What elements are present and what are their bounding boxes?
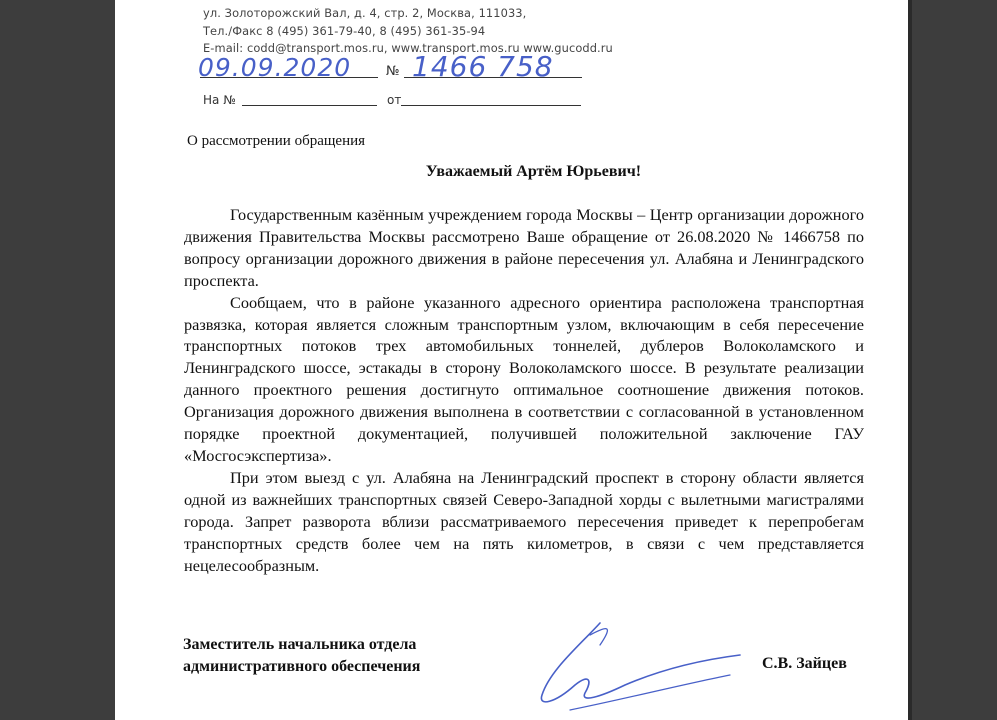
- subject-line: О рассмотрении обращения: [187, 133, 366, 149]
- header-phones: Тел./Факс 8 (495) 361-79-40, 8 (495) 361-35-94: [203, 24, 486, 38]
- from-label: от: [387, 93, 402, 107]
- paragraph-2: Сообщаем, что в районе указанного адресного ориентира расположена транспортная развязка, которая является сложным транспортным узлом, включающим в себя пересечение транспортных потоков трех автомобильных тоннелей, дублеров Волоколамского и Ленинградского шоссе, эстакады в сторону Волоколамского шоссе. В результате реализации данного проектного решения достигнуто оптимальное соотношение движения потоков. Организация дорожного движения выполнена в соответствии с согласованной в установленном порядке проектной документацией, получившей положительной заключение ГАУ «Мосгосэкспертиза».: [184, 292, 864, 465]
- reply-number-line: [242, 105, 377, 106]
- letter-body: [184, 204, 864, 576]
- handwritten-signature: [530, 615, 750, 720]
- signatory-title-line-1: Заместитель начальника отдела: [183, 636, 417, 653]
- header-contacts: E-mail: codd@transport.mos.ru, www.transport.mos.ru www.gucodd.ru: [203, 41, 613, 55]
- signatory-title-line-2: административного обеспечения: [183, 658, 421, 675]
- greeting: Уважаемый Артём Юрьевич!: [425, 163, 642, 180]
- page-edge-shadow: [908, 0, 912, 720]
- handwritten-date: 09.09.2020: [198, 53, 352, 82]
- header-address: ул. Золоторожский Вал, д. 4, стр. 2, Москва, 111033,: [203, 6, 527, 20]
- date-underline: [200, 77, 378, 78]
- paragraph-1: Государственным казённым учреждением города Москвы – Центр организации дорожного движения Правительства Москвы рассмотрено Ваше обращение от 26.08.2020 № 1466758 по вопросу организации дорожного движения в районе пересечения ул. Алабяна и Ленинградского проспекта.: [184, 205, 864, 290]
- number-underline: [404, 77, 582, 78]
- handwritten-number: 1466 758: [412, 50, 554, 83]
- number-label: №: [386, 64, 400, 79]
- from-line: [401, 105, 581, 106]
- signatory-name: С.В. Зайцев: [762, 655, 847, 672]
- reply-number-label: На №: [203, 93, 236, 107]
- signatory-title: [183, 634, 420, 678]
- paragraph-3: При этом выезд с ул. Алабяна на Ленинградский проспект в сторону области является одной из важнейших транспортных связей Северо-Западной хорды с вылетными магистралями города. Запрет разворота вблизи рассматриваемого пересечения приведет к перепробегам транспортных средств более чем на пять километров, в связи с чем представляется нецелесообразным.: [184, 467, 864, 575]
